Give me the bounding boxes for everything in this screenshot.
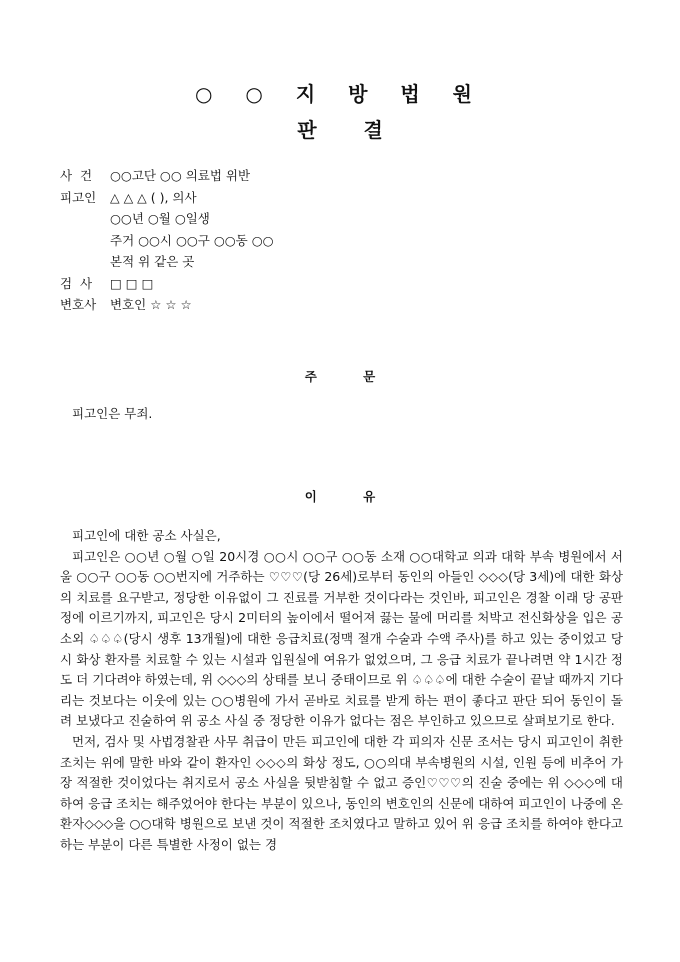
counsel-value: 변호인 ☆ ☆ ☆	[110, 297, 192, 312]
case-value: ○○고단 ○○ 의료법 위반	[110, 168, 251, 183]
reason-paragraph-2: 피고인은 ○○년 ○월 ○일 20시경 ○○시 ○○구 ○○동 소재 ○○대학교 의과 대학 부속 병원에서 서울 ○○구 ○○동 ○○번지에 거주하는 ♡♡♡(당 26세)로부터 동인의 아들인 ◇◇◇(당 3세)에 대한 화상의 치료를 요구받고, 정당한 이유없이 그 진료를 거부한 것이다라는 것인바, 피고인은 경찰 이래 당 공판정에 이르기까지, 피고인은 당시 2미터의 높이에서 떨어져 끓는 물에 머리를 처박고 전신화상을 입은 공소외 ♤♤♤(당시 생후 13개월)에 대한 응급치료(정맥 절개 수술과 수액 주사)를 하고 있는 중이었고 당시 화상 환자를 치료할 수 있는 시설과 입원실에 여유가 없었으며, 그 응급 치료가 끝나려면 약 1시간 정도 더 기다려야 하였는데, 위 ◇◇◇의 상태를 보니 중태이므로 위 ♤♤♤에 대한 수술이 끝날 때까지 기다리는 것보다는 이웃에 있는 ○○병원에 가서 곧바로 치료를 받게 하는 편이 좋다고 판단 되어 동인이 돌려 보냈다고 진술하여 위 공소 사실 중 정당한 이유가 없다는 점은 부인하고 있으므로 살펴보기로 한다.	[60, 548, 623, 729]
reason-heading: 이 유	[304, 489, 376, 504]
case-label: 사 건	[60, 168, 95, 183]
defendant-address: 주거 ○○시 ○○구 ○○동 ○○	[110, 232, 274, 248]
order-heading: 주 문	[304, 369, 376, 384]
defendant-name: △ △ △ ( ), 의사	[110, 189, 197, 205]
document-type: 판 결	[297, 118, 383, 142]
reason-paragraph-1: 피고인에 대한 공소 사실은,	[72, 528, 221, 543]
order-text: 피고인은 무죄.	[72, 406, 153, 421]
prosecutor-value: □ □ □	[110, 275, 154, 291]
defendant-label: 피고인	[60, 189, 97, 205]
reason-body	[60, 526, 623, 856]
prosecutor-label: 검 사	[60, 275, 95, 291]
reason-paragraph-3: 먼저, 검사 및 사법경찰관 사무 취급이 만든 피고인에 대한 각 피의자 신문 조서는 당시 피고인이 취한 조치는 위에 말한 바와 같이 환자인 ◇◇◇의 화상 정도, ○○의대 부속병원의 시설, 인원 등에 비추어 가장 적절한 것이었다는 취지로서 공소 사실을 뒷받침할 수 없고 증인♡♡♡의 진술 중에는 위 ◇◇◇에 대하여 응급 조치는 해주었어야 한다는 부분이 있으나, 동인의 변호인의 신문에 대하여 피고인이 나중에 온 환자◇◇◇을 ○○대학 병원으로 보낸 것이 적절한 조치였다고 말하고 있어 위 응급 조치를 하여야 한다고 하는 부분이 다른 특별한 사정이 없는 경	[60, 733, 623, 852]
defendant-domicile: 본적 위 같은 곳	[110, 254, 195, 269]
counsel-label: 변호사	[60, 297, 97, 312]
defendant-birth: ○○년 ○월 ○일생	[110, 211, 210, 226]
court-name: ○ ○ 지 방 법 원	[195, 82, 485, 106]
